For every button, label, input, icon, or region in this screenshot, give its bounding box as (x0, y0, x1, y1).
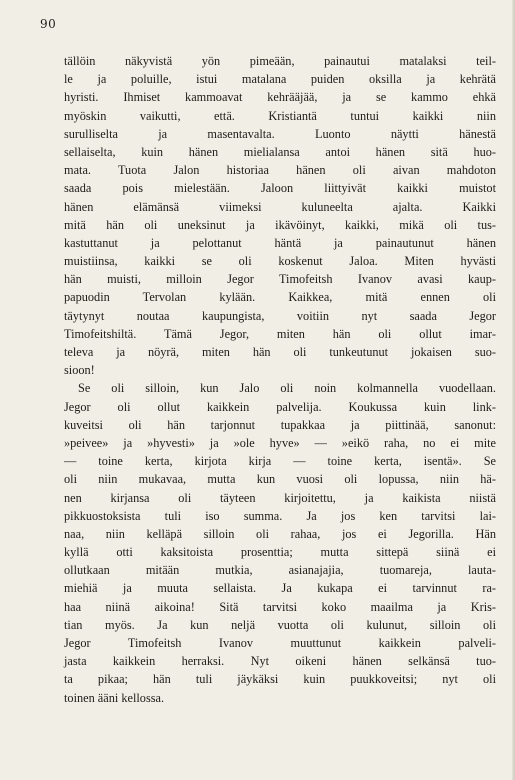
text-line: »peivee» ja »hyvesti» ja »ole hyve» — »eikö raha, no ei mite (64, 435, 496, 450)
text-line: mata. Tuota Jalon historiaa hänen oli aivan mahdoton (64, 163, 496, 178)
text-line: pikkuostoksista tuli iso summa. Ja jos ken tarvitsi lai- (64, 508, 496, 523)
text-line: televa ja nöyrä, miten hän oli tunkeutunut jokaisen suo- (64, 345, 496, 359)
text-line: kuveitsi oli hän tarjonnut tupakkaa ja piittinää, sanonut: (64, 417, 496, 432)
text-line: hän muisti, milloin Jegor Timofeitsh Ivanov avasi kaup- (64, 272, 496, 287)
text-line: muistiinsa, kaikki se oli koskenut Jaloa. Miten hyvästi (64, 254, 496, 269)
text-line: sellaiselta, kuin hänen mielialansa antoi hänen sitä huo- (64, 144, 496, 159)
text-line: kyllä otti kaksitoista prosenttia; mutta sittepä siinä ei (64, 545, 496, 560)
text-line: myöskin vaikutti, että. Kristiantä tuntui kaikki niin (64, 108, 496, 123)
text-line: papuodin Tervolan kylään. Kaikkea, mitä ennen oli (64, 290, 496, 305)
text-line: ollutkaan mitään mutkia, asianajajia, tuomareja, lauta- (64, 563, 496, 578)
text-line: mitä hän oli uneksinut ja ikävöinyt, kaikki, mikä oli tus- (64, 217, 496, 232)
page-number: 90 (40, 17, 57, 31)
text-line: Timofeitshiltä. Tämä Jegor, miten hän oli ollut imar- (64, 326, 496, 341)
text-line: Jegor oli ollut kaikkein palvelija. Koukussa kuin link- (64, 399, 496, 414)
text-line: Jegor Timofeitsh Ivanov muuttunut kaikkein palveli- (64, 636, 496, 650)
text-line: tian myös. Ja kun neljä vuotta oli kulunut, silloin oli (64, 617, 496, 632)
text-line: kastuttanut ja pelottanut häntä ja painautunut hänen (64, 235, 496, 250)
text-line: sioon! (64, 363, 95, 378)
text-line: hyristi. Ihmiset kammoavat kehrääjää, ja se kammo ehkä (64, 90, 496, 105)
text-line: täytynyt noutaa kaupungista, voitiin nyt saada Jegor (64, 308, 496, 323)
text-line: hänen elämänsä viimeksi kuluneelta ajalta. Kaikki (64, 199, 496, 214)
text-line: haa niinä aikoina! Sitä tarvitsi koko maailma ja Kris- (64, 599, 496, 614)
body-text (64, 52, 496, 707)
paragraph (64, 52, 496, 379)
text-line: ta pikaa; hän tuli jäykäksi kuin puukkoveitsi; nyt oli (64, 672, 496, 687)
text-line: naa, niin kelläpä silloin oli rahaa, jos ei Jegorilla. Hän (64, 526, 496, 541)
text-line: surulliselta ja masentavalta. Luonto näytti hänestä (64, 126, 496, 141)
text-line: toinen ääni kellossa. (64, 690, 165, 705)
text-line: saada pois mielestään. Jaloon liittyivät kaikki muistot (64, 181, 496, 196)
text-line: oli niin mukavaa, mutta kun vuosi oli lopussa, niin hä- (64, 472, 496, 487)
text-line: le ja poluille, istui matalana puiden oksilla ja kehrätä (64, 72, 496, 87)
paragraph (64, 379, 496, 706)
text-line: tällöin näkyvistä yön pimeään, painautui matalaksi teil- (64, 54, 496, 68)
text-line: — toine kerta, kirjota kirja — toine kerta, isentä». Se (64, 454, 496, 469)
text-line: nen kirjansa oli täyteen kirjoitettu, ja kaikista niistä (64, 490, 496, 505)
text-line: miehiä ja muuta sellaista. Ja kukapa ei tarvinnut ra- (64, 581, 496, 596)
text-line: jasta kaikkein herraksi. Nyt oikeni hänen selkänsä tuo- (64, 654, 496, 669)
text-line: Se oli silloin, kun Jalo oli noin kolmannella vuodellaan. (78, 381, 496, 396)
